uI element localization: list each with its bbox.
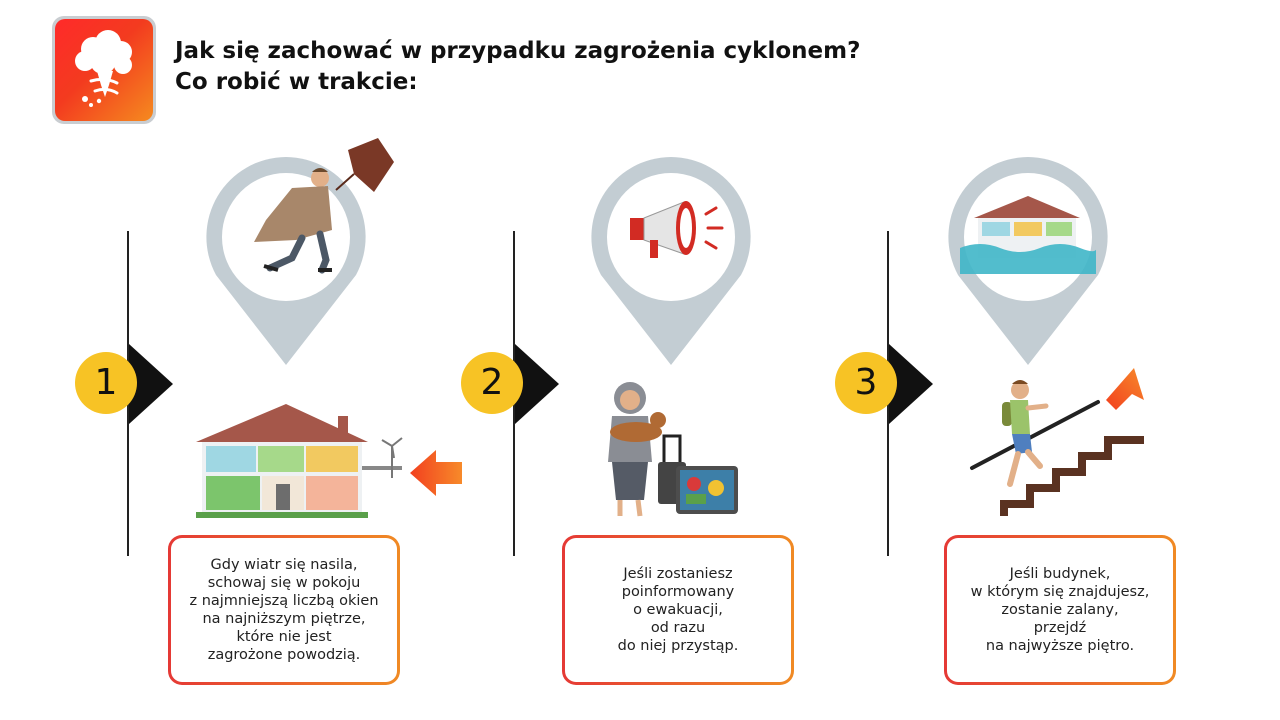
page-title bbox=[175, 36, 860, 98]
caption-line: zostanie zalany, bbox=[1001, 602, 1119, 618]
title-line-1: Jak się zachować w przypadku zagrożenia cyklonem? bbox=[175, 38, 861, 64]
caption-line: schowaj się w pokoju bbox=[207, 575, 361, 591]
man-climbing-stairs-icon bbox=[966, 360, 1160, 520]
step-1-pointer-arrow bbox=[410, 448, 462, 498]
caption-line: o ewakuacji, bbox=[633, 602, 723, 618]
step-2-caption bbox=[562, 535, 794, 685]
caption-line: Jeśli zostaniesz bbox=[623, 566, 733, 582]
caption-line: przejdź bbox=[1033, 620, 1087, 636]
caption-line: na najniższym piętrze, bbox=[202, 611, 366, 627]
step-3-caption-text bbox=[971, 565, 1150, 655]
caption-line: Gdy wiatr się nasila, bbox=[210, 557, 358, 573]
step-1-number-badge: 1 bbox=[75, 352, 137, 414]
house-cross-section-icon bbox=[196, 400, 406, 518]
caption-line: do niej przystąp. bbox=[617, 638, 739, 654]
caption-line: poinformowany bbox=[621, 584, 735, 600]
step-3-number-badge: 3 bbox=[835, 352, 897, 414]
caption-line: zagrożone powodzią. bbox=[207, 647, 361, 663]
step-2-number-badge: 2 bbox=[461, 352, 523, 414]
evacuating-woman-icon bbox=[598, 376, 748, 522]
caption-line: na najwyższe piętro. bbox=[985, 638, 1135, 654]
caption-line: które nie jest bbox=[236, 629, 332, 645]
step-1-caption-text bbox=[189, 556, 378, 664]
cyclone-logo bbox=[52, 16, 156, 124]
title-line-2: Co robić w trakcie: bbox=[175, 69, 418, 95]
caption-line: od razu bbox=[650, 620, 706, 636]
step-3-caption bbox=[944, 535, 1176, 685]
megaphone-icon bbox=[628, 196, 728, 266]
caption-line: z najmniejszą liczbą okien bbox=[189, 593, 379, 609]
flooded-house-icon bbox=[960, 192, 1096, 274]
wind-umbrella-man-icon bbox=[236, 130, 396, 280]
step-2-caption-text bbox=[618, 565, 739, 655]
cyclone-icon bbox=[55, 19, 153, 121]
step-1-caption bbox=[168, 535, 400, 685]
caption-line: Jeśli budynek, bbox=[1009, 566, 1111, 582]
caption-line: w którym się znajdujesz, bbox=[970, 584, 1150, 600]
